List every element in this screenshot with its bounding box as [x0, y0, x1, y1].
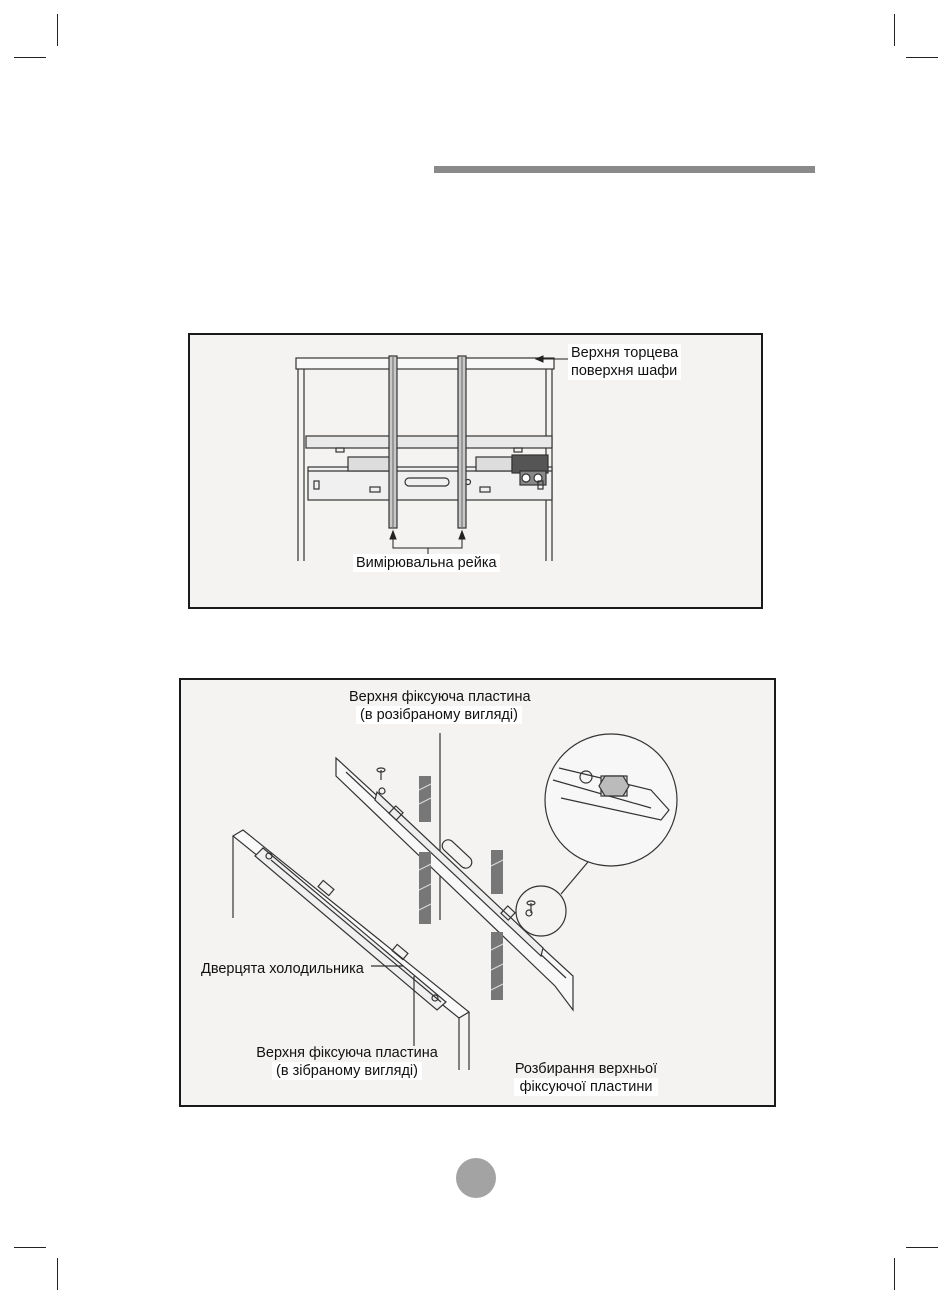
label-refrigerator-door: Дверцята холодильника [201, 961, 364, 977]
label-plate-removal-line2: фіксуючої пластини [514, 1078, 659, 1096]
label-plate-disassembled-line1: Верхня фіксуюча пластина [349, 689, 531, 705]
page-number-badge [456, 1158, 496, 1198]
crop-mark [14, 57, 46, 58]
label-plate-disassembled-line2: (в розібраному вигляді) [356, 706, 522, 724]
label-plate-removal-line1: Розбирання верхньої [514, 1061, 658, 1077]
label-plate-assembled-line1: Верхня фіксуюча пластина [256, 1045, 438, 1061]
label-plate-assembled-line2: (в зібраному вигляді) [272, 1062, 422, 1080]
figure-fixing-plate [179, 678, 776, 1107]
figure-measuring-rail [188, 333, 763, 609]
crop-mark [906, 57, 938, 58]
label-top-surface [568, 344, 681, 380]
label-top-surface-line2: поверхня шафи [571, 363, 678, 379]
label-measuring-rail: Вимірювальна рейка [353, 554, 500, 572]
label-top-surface-line1: Верхня торцева [571, 345, 679, 361]
crop-mark [894, 14, 895, 46]
label-plate-disassembled [349, 688, 529, 724]
crop-mark [894, 1258, 895, 1290]
header-rule [434, 166, 815, 173]
crop-mark [906, 1247, 938, 1248]
crop-mark [57, 1258, 58, 1290]
fixing-plate-drawing [181, 680, 776, 1107]
crop-mark [14, 1247, 46, 1248]
crop-mark [57, 14, 58, 46]
label-plate-removal [491, 1060, 681, 1096]
label-plate-assembled [247, 1044, 447, 1080]
